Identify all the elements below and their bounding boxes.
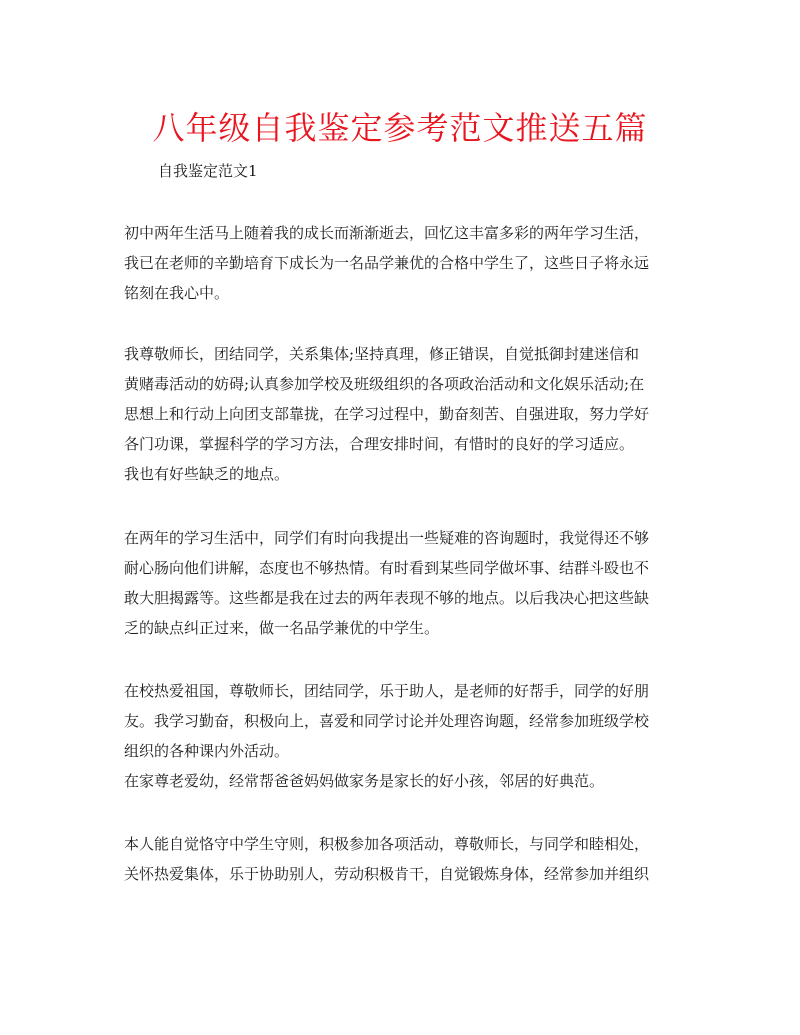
paragraph — [124, 676, 684, 796]
text-line: 我也有好些缺乏的地点。 — [124, 465, 290, 483]
text-line: 我尊敬师长，团结同学，关系集体;坚持真理，修正错误，自觉抵御封建迷信和 — [124, 345, 640, 363]
text-line: 我已在老师的辛勤培育下成长为一名品学兼优的合格中学生了，这些日子将永远 — [124, 254, 650, 272]
text-line: 乏的缺点纠正过来，做一名品学兼优的中学生。 — [124, 619, 440, 637]
section-heading: 自我鉴定范文1 — [158, 162, 258, 180]
paragraph — [124, 218, 684, 308]
text-line: 关怀热爱集体，乐于协助别人，劳动积极肯干，自觉锻炼身体，经常参加并组织 — [124, 865, 650, 883]
text-line: 友。我学习勤奋，积极向上，喜爱和同学讨论并处理咨询题，经常参加班级学校 — [124, 712, 650, 730]
text-line: 在家尊老爱幼，经常帮爸爸妈妈做家务是家长的好小孩，邻居的好典范。 — [124, 772, 605, 790]
text-line: 思想上和行动上向团支部靠拢，在学习过程中，勤奋刻苦、自强进取，努力学好 — [124, 405, 650, 423]
paragraph — [124, 829, 684, 889]
document-title: 八年级自我鉴定参考范文推送五篇 — [152, 109, 648, 147]
text-line: 各门功课，掌握科学的学习方法，合理安排时间，有惜时的良好的学习适应。 — [124, 435, 635, 453]
text-line: 耐心肠向他们讲解，态度也不够热情。有时看到某些同学做坏事、结群斗殴也不 — [124, 559, 650, 577]
paragraph — [124, 523, 684, 643]
text-line: 本人能自觉恪守中学生守则，积极参加各项活动，尊敬师长，与同学和睦相处， — [124, 835, 650, 853]
text-line: 组织的各种课内外活动。 — [124, 742, 290, 760]
paragraph — [124, 339, 684, 489]
text-line: 在两年的学习生活中，同学们有时向我提出一些疑难的咨询题时，我觉得还不够 — [124, 529, 650, 547]
text-line: 铭刻在我心中。 — [124, 284, 230, 302]
text-line: 初中两年生活马上随着我的成长而渐渐逝去，回忆这丰富多彩的两年学习生活， — [124, 224, 650, 242]
text-line: 敢大胆揭露等。这些都是我在过去的两年表现不够的地点。以后我决心把这些缺 — [124, 589, 650, 607]
text-line: 黄赌毒活动的妨碍;认真参加学校及班级组织的各项政治活动和文化娱乐活动;在 — [124, 375, 645, 393]
text-line: 在校热爱祖国，尊敬师长，团结同学，乐于助人，是老师的好帮手，同学的好朋 — [124, 682, 650, 700]
